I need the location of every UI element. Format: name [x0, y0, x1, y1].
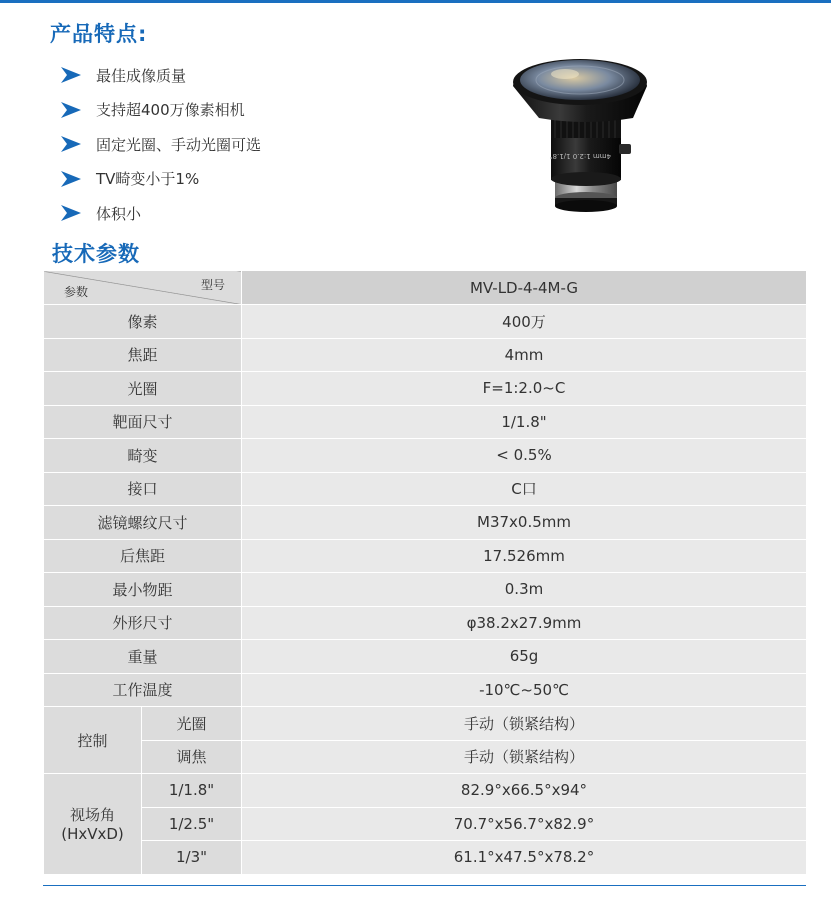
row-value: 65g: [242, 640, 807, 674]
feature-list: [60, 58, 261, 231]
lens-marking-text: 4mm 1:2.0 1/1.8": [549, 152, 611, 160]
arrow-bullet-icon: [60, 204, 82, 222]
control-group-label: 控制: [44, 707, 142, 774]
row-value: M37x0.5mm: [242, 506, 807, 540]
table-row: [44, 740, 807, 774]
header-model-value: MV-LD-4-4M-G: [242, 271, 807, 305]
header-param-label: 参数: [64, 285, 89, 299]
row-label: 重量: [44, 640, 242, 674]
feature-item: [60, 162, 261, 197]
row-label: 最小物距: [44, 573, 242, 607]
feature-text: 固定光圈、手动光圈可选: [96, 135, 262, 154]
feature-item: [60, 93, 261, 128]
table-row: [44, 774, 807, 808]
fov-label-unit: (HxVxD): [61, 825, 124, 844]
row-value: 手动（锁紧结构）: [242, 707, 807, 741]
feature-text: 支持超400万像素相机: [96, 101, 245, 120]
table-row: [44, 539, 807, 573]
row-value: -10℃~50℃: [242, 673, 807, 707]
feature-item: [60, 58, 261, 93]
table-row: [44, 606, 807, 640]
feature-text: 体积小: [96, 204, 142, 223]
table-header-row: [44, 271, 807, 305]
table-row: [44, 807, 807, 841]
row-value: C口: [242, 472, 807, 506]
table-row: [44, 640, 807, 674]
arrow-bullet-icon: [60, 135, 82, 153]
row-value: 0.3m: [242, 573, 807, 607]
row-sublabel: 1/2.5": [142, 807, 242, 841]
row-sublabel: 调焦: [142, 740, 242, 774]
row-value: 1/1.8": [242, 405, 807, 439]
header-model-label: 型号: [200, 278, 225, 292]
row-label: 滤镜螺纹尺寸: [44, 506, 242, 540]
table-row: [44, 338, 807, 372]
row-label: 接口: [44, 472, 242, 506]
specs-heading: 技术参数: [52, 242, 140, 266]
row-label: 后焦距: [44, 539, 242, 573]
arrow-bullet-icon: [60, 66, 82, 84]
arrow-bullet-icon: [60, 170, 82, 188]
table-row: [44, 372, 807, 406]
row-value: 400万: [242, 305, 807, 339]
table-row: [44, 472, 807, 506]
table-row: [44, 405, 807, 439]
table-row: [44, 673, 807, 707]
feature-item: [60, 196, 261, 231]
bottom-divider: [43, 885, 806, 886]
table-row: [44, 506, 807, 540]
row-label: 像素: [44, 305, 242, 339]
feature-item: [60, 127, 261, 162]
row-value: 61.1°x47.5°x78.2°: [242, 841, 807, 875]
features-heading: 产品特点:: [50, 22, 148, 46]
row-label: 畸变: [44, 439, 242, 473]
feature-text: 最佳成像质量: [96, 66, 187, 85]
row-value: 82.9°x66.5°x94°: [242, 774, 807, 808]
row-label: 工作温度: [44, 673, 242, 707]
top-divider: [0, 0, 831, 3]
fov-group-label: [44, 774, 142, 875]
row-label: 外形尺寸: [44, 606, 242, 640]
feature-text: TV畸变小于1%: [96, 170, 200, 189]
table-row: [44, 707, 807, 741]
table-row: [44, 305, 807, 339]
header-corner-cell: [44, 271, 242, 305]
lens-product-image: [495, 48, 665, 220]
row-value: < 0.5%: [242, 439, 807, 473]
row-value: 4mm: [242, 338, 807, 372]
table-row: [44, 439, 807, 473]
table-row: [44, 841, 807, 875]
table-row: [44, 573, 807, 607]
row-value: 17.526mm: [242, 539, 807, 573]
row-sublabel: 1/1.8": [142, 774, 242, 808]
spec-table: [43, 270, 807, 875]
row-value: φ38.2x27.9mm: [242, 606, 807, 640]
row-label: 光圈: [44, 372, 242, 406]
row-label: 焦距: [44, 338, 242, 372]
arrow-bullet-icon: [60, 101, 82, 119]
row-value: 手动（锁紧结构）: [242, 740, 807, 774]
row-sublabel: 1/3": [142, 841, 242, 875]
row-label: 靶面尺寸: [44, 405, 242, 439]
fov-label: 视场角: [69, 806, 115, 825]
row-value: 70.7°x56.7°x82.9°: [242, 807, 807, 841]
row-sublabel: 光圈: [142, 707, 242, 741]
row-value: F=1:2.0~C: [242, 372, 807, 406]
